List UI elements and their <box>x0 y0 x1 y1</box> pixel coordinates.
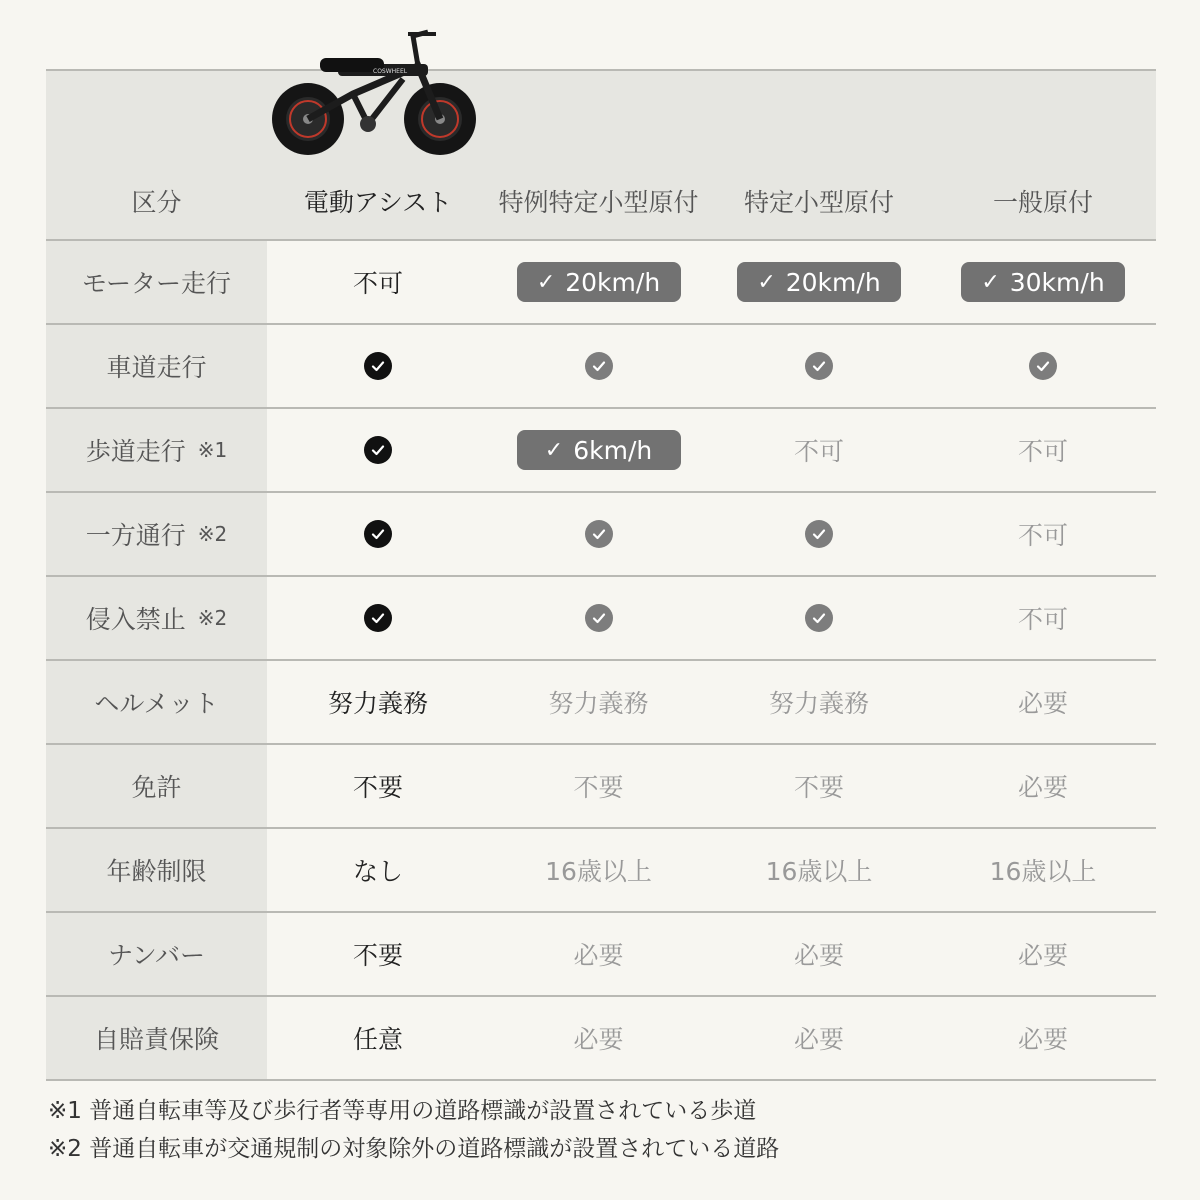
header-col-special-tokurei: 特例特定小型原付 <box>498 188 699 217</box>
table-cell: 不可 <box>930 493 1156 575</box>
e-bike-image <box>268 24 483 164</box>
table-cell <box>267 577 489 659</box>
table-cell: 必要 <box>930 745 1156 827</box>
row-label-text: 侵入禁止 <box>85 605 186 634</box>
check-circle-icon <box>364 604 392 632</box>
header-category: 区分 <box>131 188 182 217</box>
row-label-text: モーター走行 <box>81 269 231 298</box>
table-cell <box>708 493 930 575</box>
table-cell: 必要 <box>708 997 930 1079</box>
speed-badge-text: 20km/h <box>565 267 661 297</box>
table-cell: 必要 <box>489 997 708 1079</box>
row-label-text: 車道走行 <box>106 353 207 382</box>
header-col-special-small: 特定小型原付 <box>743 188 894 217</box>
comparison-table <box>46 69 1156 1081</box>
row-label <box>46 325 267 407</box>
table-cell <box>489 493 708 575</box>
check-circle-icon <box>805 604 833 632</box>
table-cell: 必要 <box>708 913 930 995</box>
speed-badge-text: 6km/h <box>573 435 653 465</box>
table-cell: なし <box>267 829 489 911</box>
row-label <box>46 997 267 1079</box>
table-row <box>46 323 1156 407</box>
table-row <box>46 827 1156 911</box>
table-cell: 不要 <box>489 745 708 827</box>
checkmark-icon: ✓ <box>757 269 776 295</box>
speed-badge <box>517 430 681 470</box>
table-cell: 不可 <box>267 241 489 323</box>
row-label <box>46 913 267 995</box>
checkmark-icon: ✓ <box>981 269 1000 295</box>
table-cell: 16歳以上 <box>708 829 930 911</box>
table-row <box>46 407 1156 491</box>
table-cell: 不要 <box>267 913 489 995</box>
table-cell: 不要 <box>267 745 489 827</box>
table-row <box>46 911 1156 995</box>
table-cell <box>708 577 930 659</box>
table-cell: 必要 <box>489 913 708 995</box>
table-cell <box>930 241 1156 323</box>
table-header <box>46 69 1156 239</box>
row-label-text: 自賠責保険 <box>93 1025 219 1054</box>
bike-brand-text: COSWHEEL <box>373 68 408 75</box>
table-row <box>46 743 1156 827</box>
row-label-text: 歩道走行 <box>85 437 186 466</box>
row-footnote-mark: ※2 <box>197 606 228 630</box>
table-cell <box>267 325 489 407</box>
speed-badge-text: 20km/h <box>785 267 881 297</box>
table-cell <box>267 409 489 491</box>
table-cell: 不可 <box>930 577 1156 659</box>
table-cell <box>489 325 708 407</box>
speed-badge <box>737 262 901 302</box>
table-row <box>46 239 1156 323</box>
row-label-text: ナンバー <box>107 941 205 970</box>
check-circle-icon <box>1029 352 1057 380</box>
table-cell <box>930 325 1156 407</box>
row-label <box>46 661 267 743</box>
table-cell: 不要 <box>708 745 930 827</box>
table-cell: 不可 <box>708 409 930 491</box>
row-label <box>46 829 267 911</box>
row-label <box>46 493 267 575</box>
footnotes <box>48 1092 779 1168</box>
row-label-text: 免許 <box>131 773 182 802</box>
table-row <box>46 659 1156 743</box>
check-circle-icon <box>585 520 613 548</box>
table-cell: 努力義務 <box>267 661 489 743</box>
header-col-e-assist: 電動アシスト <box>303 188 453 217</box>
header-col-general-moped: 一般原付 <box>992 188 1093 217</box>
table-cell <box>267 493 489 575</box>
table-row <box>46 575 1156 659</box>
row-footnote-mark: ※1 <box>197 438 228 462</box>
table-cell: 努力義務 <box>708 661 930 743</box>
row-label-text: 一方通行 <box>85 521 186 550</box>
table-cell: 16歳以上 <box>930 829 1156 911</box>
speed-badge <box>961 262 1125 302</box>
check-circle-icon <box>364 436 392 464</box>
table-cell: 16歳以上 <box>489 829 708 911</box>
table-cell: 努力義務 <box>489 661 708 743</box>
row-label <box>46 409 267 491</box>
table-cell: 必要 <box>930 997 1156 1079</box>
row-label <box>46 577 267 659</box>
checkmark-icon: ✓ <box>544 437 564 463</box>
check-circle-icon <box>805 352 833 380</box>
speed-badge <box>517 262 681 302</box>
table-cell <box>489 241 708 323</box>
table-cell <box>708 325 930 407</box>
table-cell: 必要 <box>930 913 1156 995</box>
table-cell: 任意 <box>267 997 489 1079</box>
check-circle-icon <box>585 352 613 380</box>
row-label-text: 年齢制限 <box>106 857 207 886</box>
row-label <box>46 745 267 827</box>
check-circle-icon <box>364 520 392 548</box>
row-label <box>46 241 267 323</box>
table-cell <box>708 241 930 323</box>
table-cell: 必要 <box>930 661 1156 743</box>
footnote-1: ※1 普通自転車等及び歩行者等専用の道路標識が設置されている歩道 <box>48 1098 757 1124</box>
table-row <box>46 491 1156 575</box>
check-circle-icon <box>585 604 613 632</box>
table-cell <box>489 409 708 491</box>
table-cell <box>489 577 708 659</box>
check-circle-icon <box>364 352 392 380</box>
table-row <box>46 995 1156 1081</box>
footnote-2: ※2 普通自転車が交通規制の対象除外の道路標識が設置されている道路 <box>48 1136 780 1162</box>
table-cell: 不可 <box>930 409 1156 491</box>
checkmark-icon: ✓ <box>536 269 556 295</box>
check-circle-icon <box>805 520 833 548</box>
speed-badge-text: 30km/h <box>1009 267 1105 297</box>
row-footnote-mark: ※2 <box>197 522 228 546</box>
row-label-text: ヘルメット <box>94 689 219 718</box>
